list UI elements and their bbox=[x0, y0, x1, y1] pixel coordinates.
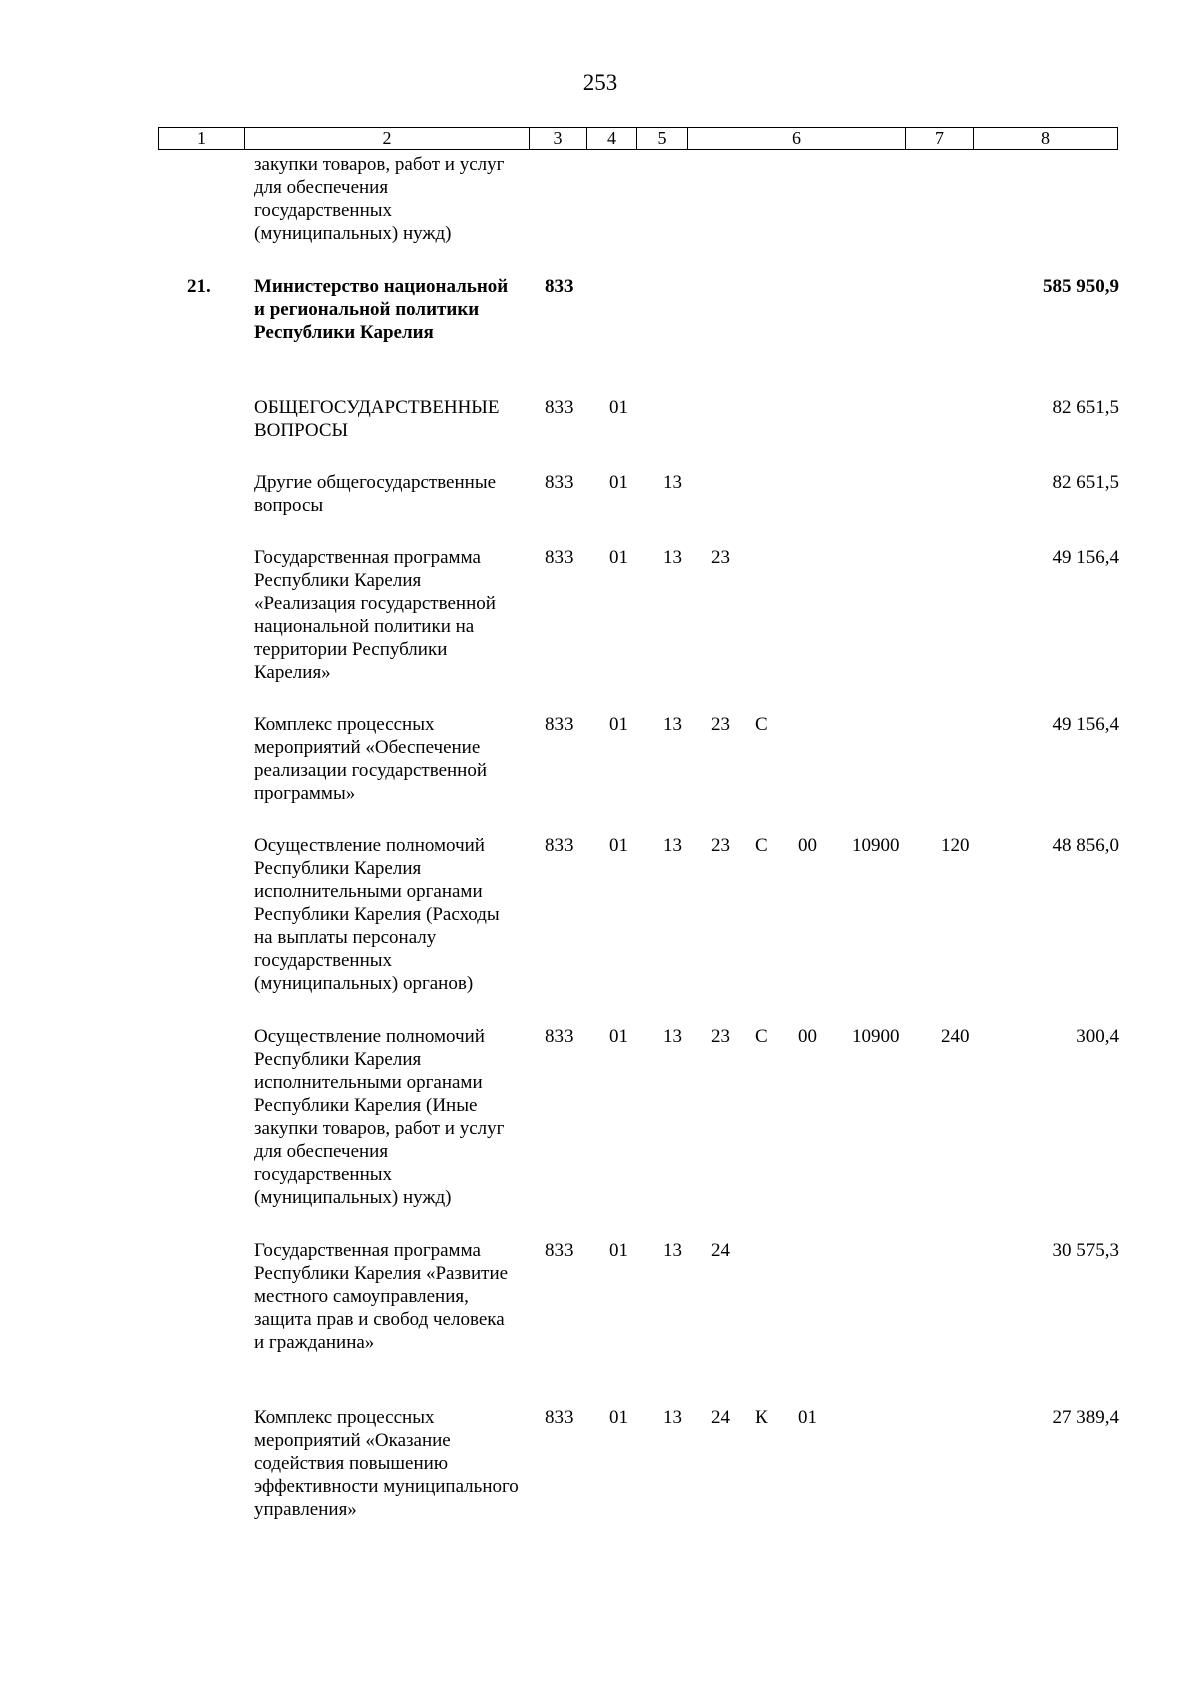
col6-sub: 00 bbox=[798, 1026, 817, 1047]
col6-type: С bbox=[755, 1026, 768, 1047]
row-name: Другие общегосударственные вопросы bbox=[254, 472, 497, 516]
col3-value: 833 bbox=[545, 1407, 574, 1428]
col5-value: 13 bbox=[663, 1407, 682, 1428]
row-name: Комплекс процессных мероприятий «Обеспечение реализации государственной программы» bbox=[254, 714, 488, 804]
col4-value: 01 bbox=[609, 397, 628, 418]
col4-value: 01 bbox=[609, 547, 628, 568]
page-number: 253 bbox=[582, 70, 618, 95]
col8-amount: 49 156,4 bbox=[1052, 547, 1119, 568]
col5-value: 13 bbox=[663, 547, 682, 568]
col3-value: 833 bbox=[545, 276, 574, 297]
col8-amount: 82 651,5 bbox=[1052, 472, 1119, 493]
col6-program: 23 bbox=[711, 835, 730, 856]
row-name: Осуществление полномочий Республики Карелия исполнительными органами Республики Карелия (Расходы на выплаты персоналу государственных (муниципальных) органов) bbox=[254, 835, 500, 994]
col3-value: 833 bbox=[545, 397, 574, 418]
column-number-header bbox=[158, 127, 1118, 150]
row-name: Осуществление полномочий Республики Карелия исполнительными органами Республики Карелия (Иные закупки товаров, работ и услуг для обеспечения государственных (муниципальных) нужд) bbox=[254, 1026, 505, 1208]
col6-direction: 10900 bbox=[852, 1026, 900, 1047]
col6-sub: 01 bbox=[798, 1407, 817, 1428]
col5-value: 13 bbox=[663, 1026, 682, 1047]
col4-value: 01 bbox=[609, 472, 628, 493]
col7-value: 240 bbox=[941, 1026, 970, 1047]
col5-value: 13 bbox=[663, 1240, 682, 1261]
row-name: Министерство национальной и региональной политики Республики Карелия bbox=[254, 276, 509, 343]
header-col-3: 3 bbox=[530, 128, 587, 150]
col6-program: 24 bbox=[711, 1240, 730, 1261]
col7-value: 120 bbox=[941, 835, 970, 856]
header-col-4: 4 bbox=[587, 128, 637, 150]
header-col-7: 7 bbox=[906, 128, 974, 150]
col3-value: 833 bbox=[545, 1026, 574, 1047]
col6-program: 23 bbox=[711, 547, 730, 568]
row-name: Государственная программа Республики Карелия «Развитие местного самоуправления, защита прав и свобод человека и гражданина» bbox=[254, 1240, 509, 1353]
col4-value: 01 bbox=[609, 1026, 628, 1047]
col8-amount: 49 156,4 bbox=[1052, 714, 1119, 735]
col3-value: 833 bbox=[545, 714, 574, 735]
col4-value: 01 bbox=[609, 835, 628, 856]
col6-sub: 00 bbox=[798, 835, 817, 856]
row-name: закупки товаров, работ и услуг для обеспечения государственных (муниципальных) нужд) bbox=[254, 154, 505, 244]
col6-type: С bbox=[755, 714, 768, 735]
col6-direction: 10900 bbox=[852, 835, 900, 856]
col6-program: 24 bbox=[711, 1407, 730, 1428]
header-col-2: 2 bbox=[245, 128, 530, 150]
header-col-1: 1 bbox=[159, 128, 245, 150]
header-col-8: 8 bbox=[974, 128, 1118, 150]
col4-value: 01 bbox=[609, 1240, 628, 1261]
col3-value: 833 bbox=[545, 547, 574, 568]
col8-amount: 27 389,4 bbox=[1052, 1407, 1119, 1428]
col5-value: 13 bbox=[663, 714, 682, 735]
col8-amount: 300,4 bbox=[1076, 1026, 1119, 1047]
row-number: 21. bbox=[187, 276, 211, 297]
row-name: ОБЩЕГОСУДАРСТВЕННЫЕ ВОПРОСЫ bbox=[254, 397, 500, 441]
col4-value: 01 bbox=[609, 714, 628, 735]
row-name: Государственная программа Республики Карелия «Реализация государственной национальной политики на территории Республики Карелия» bbox=[254, 547, 496, 683]
col3-value: 833 bbox=[545, 835, 574, 856]
col8-amount: 82 651,5 bbox=[1052, 397, 1119, 418]
col3-value: 833 bbox=[545, 472, 574, 493]
col8-amount: 48 856,0 bbox=[1052, 835, 1119, 856]
col6-type: К bbox=[755, 1407, 768, 1428]
col6-program: 23 bbox=[711, 1026, 730, 1047]
col5-value: 13 bbox=[663, 835, 682, 856]
header-col-5: 5 bbox=[637, 128, 688, 150]
col6-type: С bbox=[755, 835, 768, 856]
col8-amount: 585 950,9 bbox=[1043, 276, 1119, 297]
col3-value: 833 bbox=[545, 1240, 574, 1261]
col4-value: 01 bbox=[609, 1407, 628, 1428]
header-col-6: 6 bbox=[688, 128, 906, 150]
col5-value: 13 bbox=[663, 472, 682, 493]
row-name: Комплекс процессных мероприятий «Оказание содействия повышению эффективности муниципального управления» bbox=[254, 1407, 519, 1520]
col8-amount: 30 575,3 bbox=[1052, 1240, 1119, 1261]
col6-program: 23 bbox=[711, 714, 730, 735]
